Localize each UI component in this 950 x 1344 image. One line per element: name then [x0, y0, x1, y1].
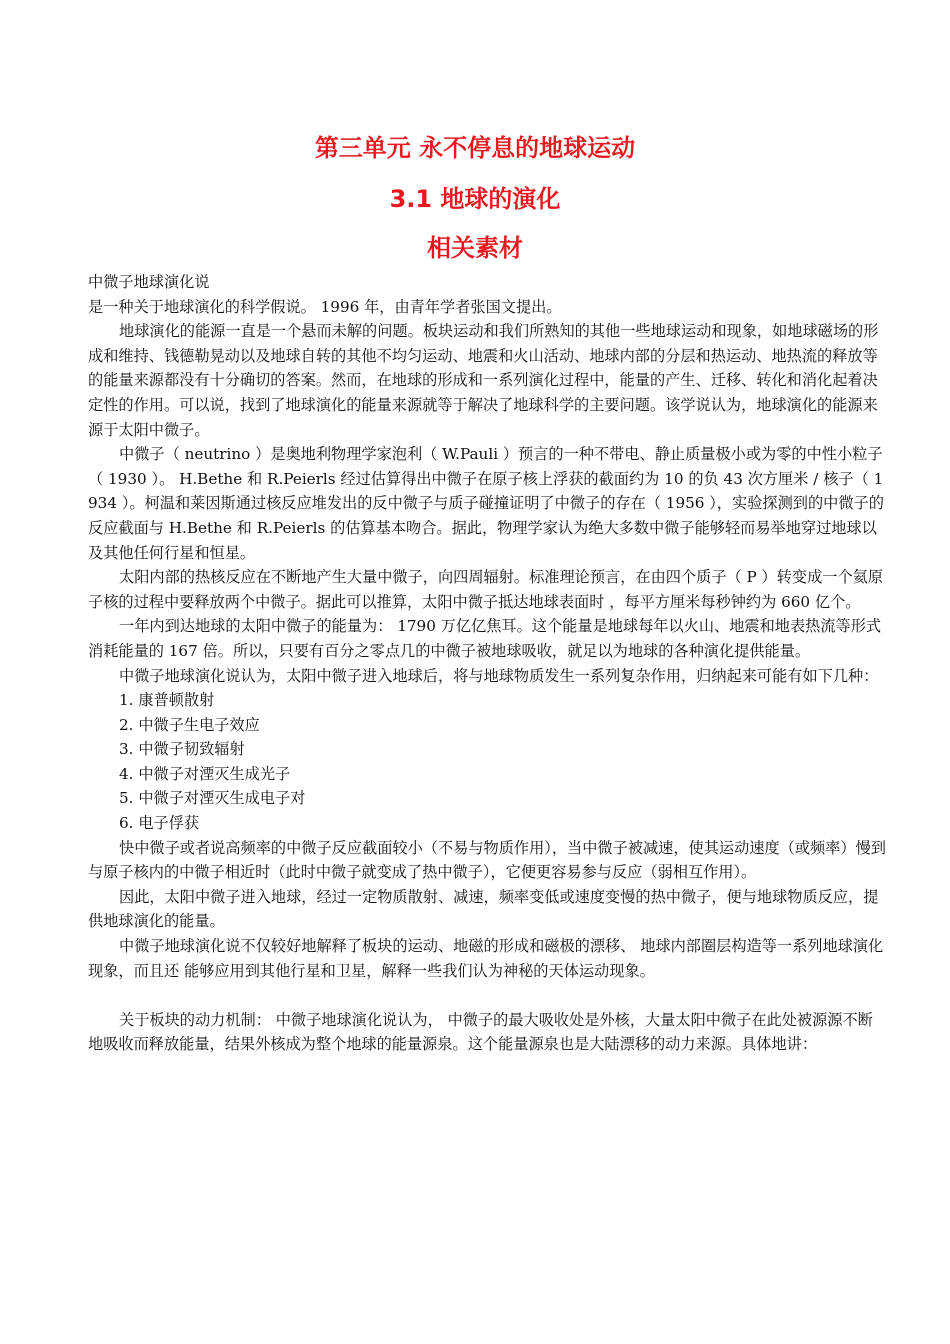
- section-label: 相关素材: [427, 234, 523, 262]
- document-body: [88, 270, 888, 1057]
- list-item: 4. 中微子对湮灭生成光子: [119, 764, 291, 783]
- paragraph: 因此，太阳中微子进入地球，经过一定物质散射、减速，频率变低或速度变慢的热中微子，便与地球物质反应，提供地球演化的能量。: [88, 887, 879, 931]
- list-item: 5. 中微子对湮灭生成电子对: [119, 789, 306, 808]
- list-item: 3. 中微子韧致辐射: [119, 740, 245, 759]
- list-item: 1. 康普顿散射: [119, 691, 215, 710]
- paragraph: 关于板块的动力机制： 中微子地球演化说认为， 中微子的最大吸收处是外核，大量太阳中微子在此处被源源不断地吸收而释放能量，结果外核成为整个地球的能量源泉。这个能量源泉也是大陆漂移的动力来源。具体地讲：: [88, 1010, 873, 1054]
- article-heading: 中微子地球演化说: [88, 273, 210, 291]
- list-item: 6. 电子俘获: [119, 814, 200, 833]
- paragraph: 地球演化的能源一直是一个悬而未解的问题。板块运动和我们所熟知的其他一些地球运动和现象，如地球磁场的形成和维持、钱德勒晃动以及地球自转的其他不均匀运动、地震和火山活动、地球内部的分层和热运动、地热流的释放等的能量来源都没有十分确切的答案。然而，在地球的形成和一系列演化过程中，能量的产生、迁移、转化和消化起着决定性的作用。可以说，找到了地球演化的能量来源就等于解决了地球科学的主要问题。该学说认为，地球演化的能源来源于太阳中微子。: [88, 322, 879, 439]
- section-subtitle: 3.1 地球的演化: [389, 185, 561, 213]
- paragraph: 快中微子或者说高频率的中微子反应截面较小（不易与物质作用），当中微子被减速，使其运动速度（或频率）慢到与原子核内的中微子相近时（此时中微子就变成了热中微子），它便更容易参与反应（弱相互作用）。: [88, 838, 886, 882]
- paragraph: 中微子（ neutrino ）是奥地利物理学家泡利（ W.Pauli ）预言的一种不带电、静止质量极小或为零的中性小粒子（ 1930 ）。 H.Bethe 和 R.Peierls 经过估算得出中微子在原子核上浮获的截面约为 10 的负 43 次方厘米 / 核子（ 1934 ）。柯温和莱因斯通过核反应堆发出的反中微子与质子碰撞证明了中微子的存在（ 1956 ），实验探测到的中微子的反应截面与 H.Bethe 和 R.Peierls 的估算基本吻合。据此，物理学家认为绝大多数中微子能够轻而易举地穿过地球以及其他任何行星和恒星。: [88, 445, 884, 562]
- intro-paragraph: 是一种关于地球演化的科学假说。 1996 年，由青年学者张国文提出。: [88, 297, 562, 316]
- list-item: 2. 中微子生电子效应: [119, 715, 260, 734]
- paragraph: 太阳内部的热核反应在不断地产生大量中微子，向四周辐射。标准理论预言，在由四个质子（ P ）转变成一个氦原子核的过程中要释放两个中微子。据此可以推算，太阳中微子抵达地球表面时 ，每平方厘米每秒钟约为 660 亿个。: [88, 568, 884, 611]
- page-title: 第三单元 永不停息的地球运动: [314, 134, 636, 162]
- paragraph: 中微子地球演化说不仅较好地解释了板块的运动、地磁的形成和磁极的漂移、 地球内部圈层构造等一系列地球演化现象，而且还 能够应用到其他行星和卫星，解释一些我们认为神秘的天体运动现象。: [88, 937, 884, 980]
- paragraph: 一年内到达地球的太阳中微子的能量为： 1790 万亿亿焦耳。这个能量是地球每年以火山、地震和地表热流等形式消耗能量的 167 倍。所以，只要有百分之零点几的中微子被地球吸收，就足以为地球的各种演化提供能量。: [88, 617, 882, 660]
- paragraph: 中微子地球演化说认为，太阳中微子进入地球后，将与地球物质发生一系列复杂作用，归纳起来可能有如下几种：: [119, 666, 879, 685]
